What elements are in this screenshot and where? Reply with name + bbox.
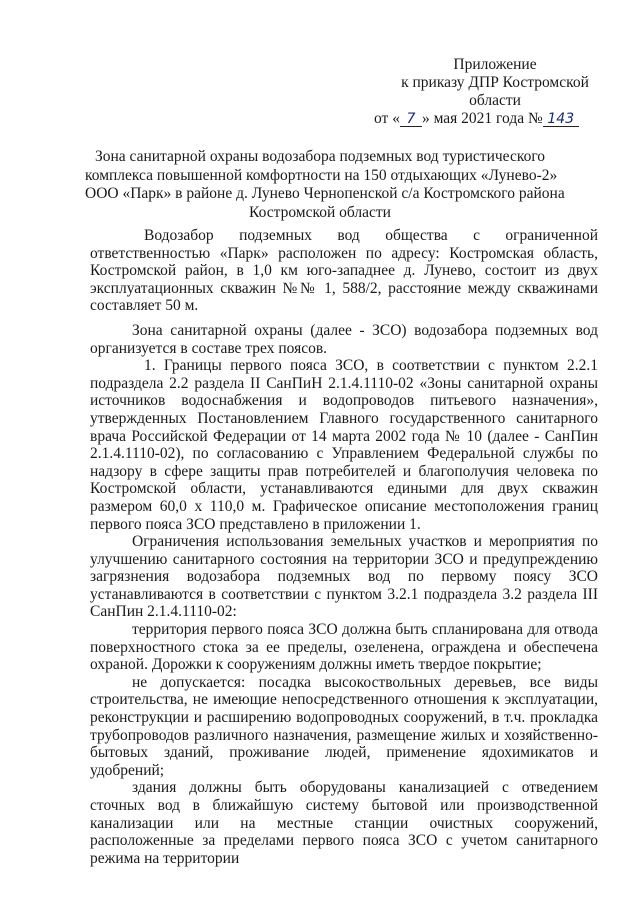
date-prefix: от « — [374, 110, 400, 127]
paragraph-water-intake: Водозабор подземных вод общества с ограниченной ответственностью «Парк» расположен по адресу: Костромская область, Костромской район, в 1,0 км юго-западнее д. Лунево, состоит из двух эксплуатационных скважин №№ 1, 588/2, расстояние между скважинами составляет 50 м. — [90, 227, 598, 315]
date-middle: » мая 2021 года № — [421, 110, 543, 127]
paragraph-sewerage: здания должны быть оборудованы канализацией с отведением сточных вод в ближайшую систему бытовой или производственной канализации или на местные станции очистных сооружений, расположенные за пределами первого пояса ЗСО с учетом санитарного режима на территории — [90, 779, 598, 867]
paragraph-territory-planning: территория первого пояса ЗСО должна быть спланирована для отвода поверхностного стока за ее пределы, озеленена, ограждена и обеспечена охраной. Дорожки к сооружениям должны иметь твердое покрытие; — [90, 621, 598, 674]
paragraph-first-belt-boundaries: 1. Границы первого пояса ЗСО, в соответствии с пунктом 2.2.1 подраздела 2.2 раздела II СанПиН 2.1.4.1110-02 «Зоны санитарной охраны источников водоснабжения и водопроводов питьевого назначения», утвержденных Постановлением Главного государственного санитарного врача Российской Федерации от 14 марта 2002 года № 10 (далее - СанПин 2.1.4.1110-02), по согласованию с Управлением Федеральной службы по надзору в сфере защиты прав потребителей и благополучия человека по Костромской области, устанавливаются едиными для двух скважин размером 60,0 х 110,0 м. Графическое описание местоположения границ первого пояса ЗСО представлено в приложении 1. — [90, 357, 598, 533]
appendix-header — [374, 56, 610, 128]
title-line: Костромской области — [249, 203, 391, 221]
order-number-handwritten: 143 — [543, 112, 579, 127]
paragraph-prohibitions: не допускается: посадка высокоствольных деревьев, все виды строительства, не имеющие непосредственного отношения к эксплуатации, реконструкции и расширению водопроводных сооружений, в т.ч. прокладка трубопроводов различного назначения, размещение жилых и хозяйственно-бытовых зданий, проживание людей, применение ядохимикатов и удобрений; — [90, 673, 598, 779]
paragraph-zso-intro: Зона санитарной охраны (далее - ЗСО) водозабора подземных вод организуется в составе трех поясов. — [90, 321, 598, 357]
paragraph-restrictions: Ограничения использования земельных участков и мероприятия по улучшению санитарного состояния на территории ЗСО и предупреждению загрязнения водозабора подземных вод по первому поясу ЗСО устанавливаются в соответствии с пунктом 3.2.1 подраздела 3.2 раздела III СанПин 2.1.4.1110-02: — [90, 533, 598, 621]
appendix-region: области — [469, 92, 521, 109]
document-body — [90, 227, 598, 867]
document-title — [85, 148, 565, 222]
title-line: ООО «Парк» в районе д. Лунево Чернопенской с/а Костромского района — [85, 185, 565, 202]
title-line: комплекса повышенной комфортности на 150 отдыхающих «Лунево-2» — [85, 166, 558, 184]
title-line: Зона санитарной охраны водозабора подземных вод туристического — [94, 148, 546, 165]
date-day-handwritten: 7 — [400, 112, 422, 127]
appendix-date-line — [374, 110, 610, 128]
appendix-title: Приложение — [453, 56, 537, 73]
appendix-order-ref: к приказу ДПР Костромской — [401, 74, 589, 91]
